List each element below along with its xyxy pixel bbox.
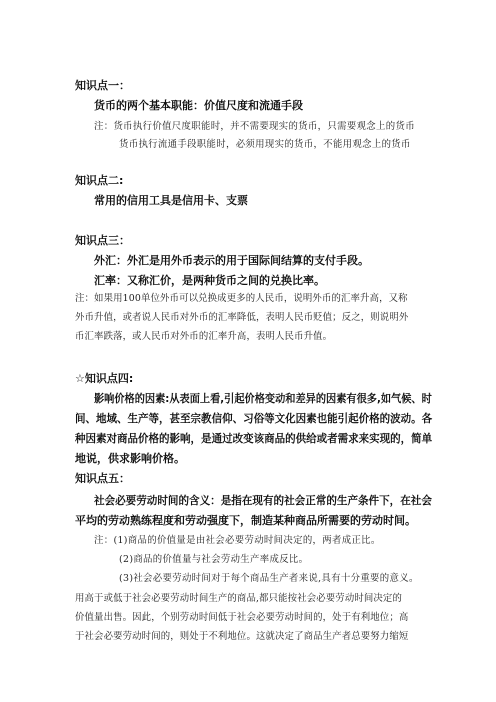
section-5-note-1: 注：(1)商品的价值量是由社会必要劳动时间决定的，两者成正比。 bbox=[94, 535, 381, 546]
section-3-note-2: 外币升值，或者说人民币对外币的汇率降低，表明人民币贬值；反之，则说明外 bbox=[75, 312, 409, 323]
section-5-bold-2: 平均的劳动熟练程度和劳动强度下，制造某种商品所需要的劳动时间。 bbox=[75, 514, 416, 527]
section-5-note-3: (3)社会必要劳动时间对于每个商品生产者来说,具有十分重要的意义。 bbox=[119, 573, 419, 584]
section-4-bold-4: 地说，供求影响价格。 bbox=[75, 452, 185, 465]
section-5-heading: 知识点五： bbox=[75, 472, 130, 485]
section-4-bold-3: 种因素对商品价格的影响，是通过改变该商品的供给或者需求来实现的，简单 bbox=[75, 432, 433, 445]
section-3-heading: 知识点三： bbox=[75, 234, 130, 247]
section-1-note-2: 货币执行流通手段职能时，必须用现实的货币，不能用观念上的货币 bbox=[119, 139, 411, 150]
section-3-note-1: 注：如果用100单位外币可以兑换成更多的人民币，说明外币的汇率升高，又称 bbox=[75, 293, 408, 304]
section-3-bold-1: 外汇：外汇是用外币表示的用于国际间结算的支付手段。 bbox=[94, 254, 369, 267]
section-5-note-4: 用高于或低于社会必要劳动时间生产的商品,都只能按社会必要劳动时间决定的 bbox=[75, 593, 402, 604]
section-4-bold-1: 影响价格的因素:从表面上看,引起价格变动和差异的因素有很多,如气候、时 bbox=[94, 392, 432, 405]
section-1-heading: 知识点一： bbox=[75, 79, 130, 92]
section-2-heading: 知识点二: bbox=[75, 174, 124, 187]
section-4-bold-2: 间、地域、生产等，甚至宗教信仰、习俗等文化因素也能引起价格的波动。各 bbox=[75, 412, 433, 425]
section-2-bold-1: 常用的信用工具是信用卡、支票 bbox=[94, 194, 248, 207]
section-1-note-1: 注：货币执行价值尺度职能时，并不需要现实的货币，只需要观念上的货币 bbox=[94, 121, 415, 132]
section-3-note-3: 币汇率跌落，或人民币对外币的汇率升高，表明人民币升值。 bbox=[75, 331, 333, 342]
section-3-bold-2: 汇率：又称汇价，是两种货币之间的兑换比率。 bbox=[94, 274, 325, 287]
section-5-note-2: (2)商品的价值量与社会劳动生产率成反比。 bbox=[119, 554, 309, 565]
section-4-heading: ☆知识点四: bbox=[75, 372, 134, 385]
section-5-note-5: 价值量出售。因此，个别劳动时间低于社会必要劳动时间的，处于有利地位；高 bbox=[75, 612, 409, 623]
section-1-bold-1: 货币的两个基本职能：价值尺度和流通手段 bbox=[94, 99, 303, 112]
section-5-bold-1: 社会必要劳动时间的含义：是指在现有的社会正常的生产条件下，在社会 bbox=[94, 494, 432, 507]
section-5-note-6: 于社会必要劳动时间的，则处于不利地位。这就决定了商品生产者总要努力缩短 bbox=[75, 631, 409, 642]
